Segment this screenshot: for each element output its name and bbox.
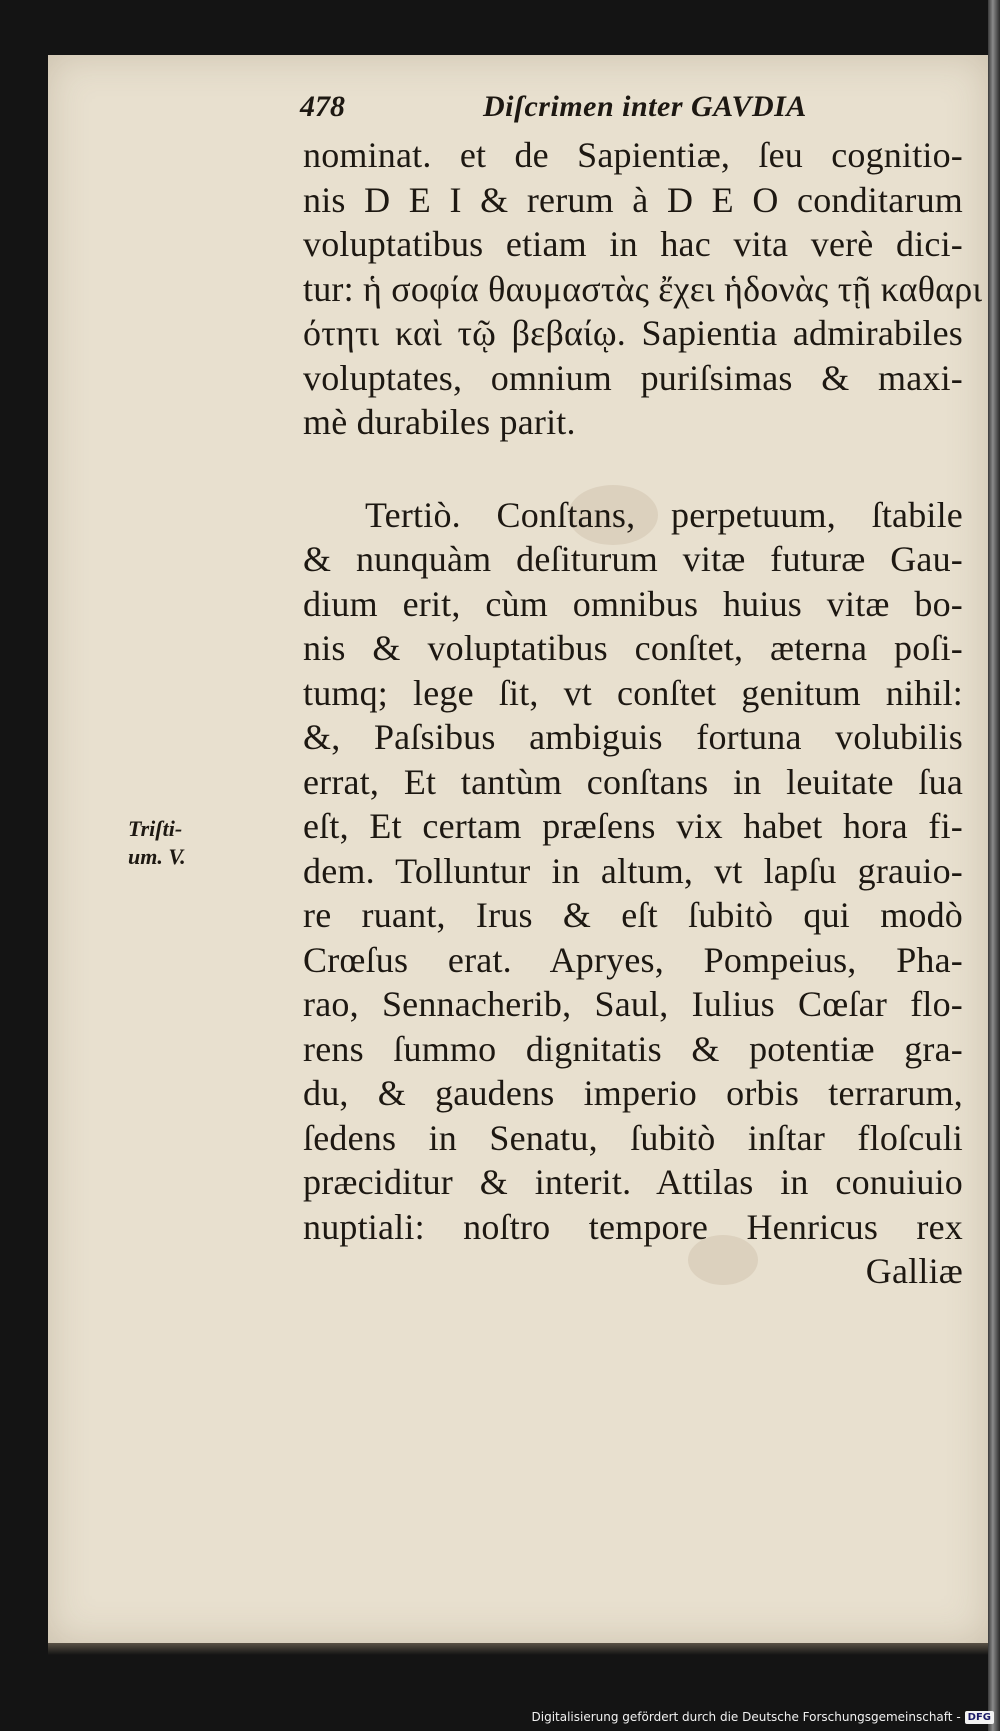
paragraph-gap [303, 445, 963, 493]
text-line: re ruant, Irus & eſt ſubitò qui modò [303, 895, 963, 935]
credit-text: Digitalisierung gefördert durch die Deutsche Forschungsgemeinschaft - [531, 1710, 961, 1724]
text-line: tumq; lege ſit, vt conſtet genitum nihil: [303, 672, 963, 713]
paragraph-2 [303, 493, 963, 1294]
text-line: dium erit, cùm omnibus huius vitæ bo- [303, 583, 963, 624]
text-line: nis D E I & rerum à D E O conditarum [303, 179, 963, 220]
greek-text-line: ότητι καὶ τῷ βεβαίῳ. Sapientia admirabiles [303, 313, 963, 353]
text-line: voluptatibus etiam in hac vita verè dici- [303, 224, 963, 264]
dfg-logo: DFG [965, 1711, 994, 1724]
digitization-credit [532, 1705, 995, 1729]
catchword: Galliæ [865, 1251, 963, 1291]
text-line: &, Paſsibus ambiguis fortuna volubilis [303, 717, 963, 757]
text-line: nis & voluptatibus conſtet, æterna poſi- [303, 628, 963, 668]
running-title: Diſcrimen inter GAVDIA [483, 90, 807, 123]
text-line: nominat. et de Sapientiæ, ſeu cognitio- [303, 135, 963, 175]
text-line: Crœſus erat. Apryes, Pompeius, Pha- [303, 939, 963, 980]
book-page [48, 55, 988, 1643]
text-line: eſt, Et certam præſens vix habet hora fi- [303, 806, 963, 846]
text-line: errat, Et tantùm conſtans in leuitate ſua [303, 761, 963, 802]
text-line: & nunquàm deſiturum vitæ futuræ Gau- [303, 539, 963, 579]
text-line: dem. Tolluntur in altum, vt lapſu grauio- [303, 850, 963, 891]
text-line: mè durabiles parit. [303, 402, 576, 442]
text-line: nuptiali: noſtro tempore Henricus rex [303, 1206, 963, 1247]
paragraph-1 [303, 133, 983, 445]
page-shadow [48, 1643, 988, 1655]
running-head [48, 90, 988, 130]
text-line: ſedens in Senatu, ſubitò inſtar floſculi [303, 1117, 963, 1158]
text-line: rao, Sennacherib, Saul, Iulius Cœſar flo- [303, 984, 963, 1024]
greek-text-line: tur: ἡ σοφία θαυμαστὰς ἔχει ἡδονὰς τῇ καθαρι [303, 268, 983, 309]
body-text [303, 133, 983, 1294]
marginal-note-line: Triſti- [128, 816, 183, 841]
text-line: Tertiò. Conſtans, perpetuum, ſtabile [365, 494, 963, 535]
text-line: voluptates, omnium puriſsimas & maxi- [303, 357, 963, 398]
page-number: 478 [300, 90, 345, 123]
text-line: præciditur & interit. Attilas in conuiuio [303, 1162, 963, 1202]
page-edge [988, 0, 1000, 1731]
marginal-note [128, 815, 186, 871]
marginal-note-line: um. V. [128, 844, 186, 869]
text-line: rens ſummo dignitatis & potentiæ gra- [303, 1028, 963, 1069]
text-line: du, & gaudens imperio orbis terrarum, [303, 1073, 963, 1113]
